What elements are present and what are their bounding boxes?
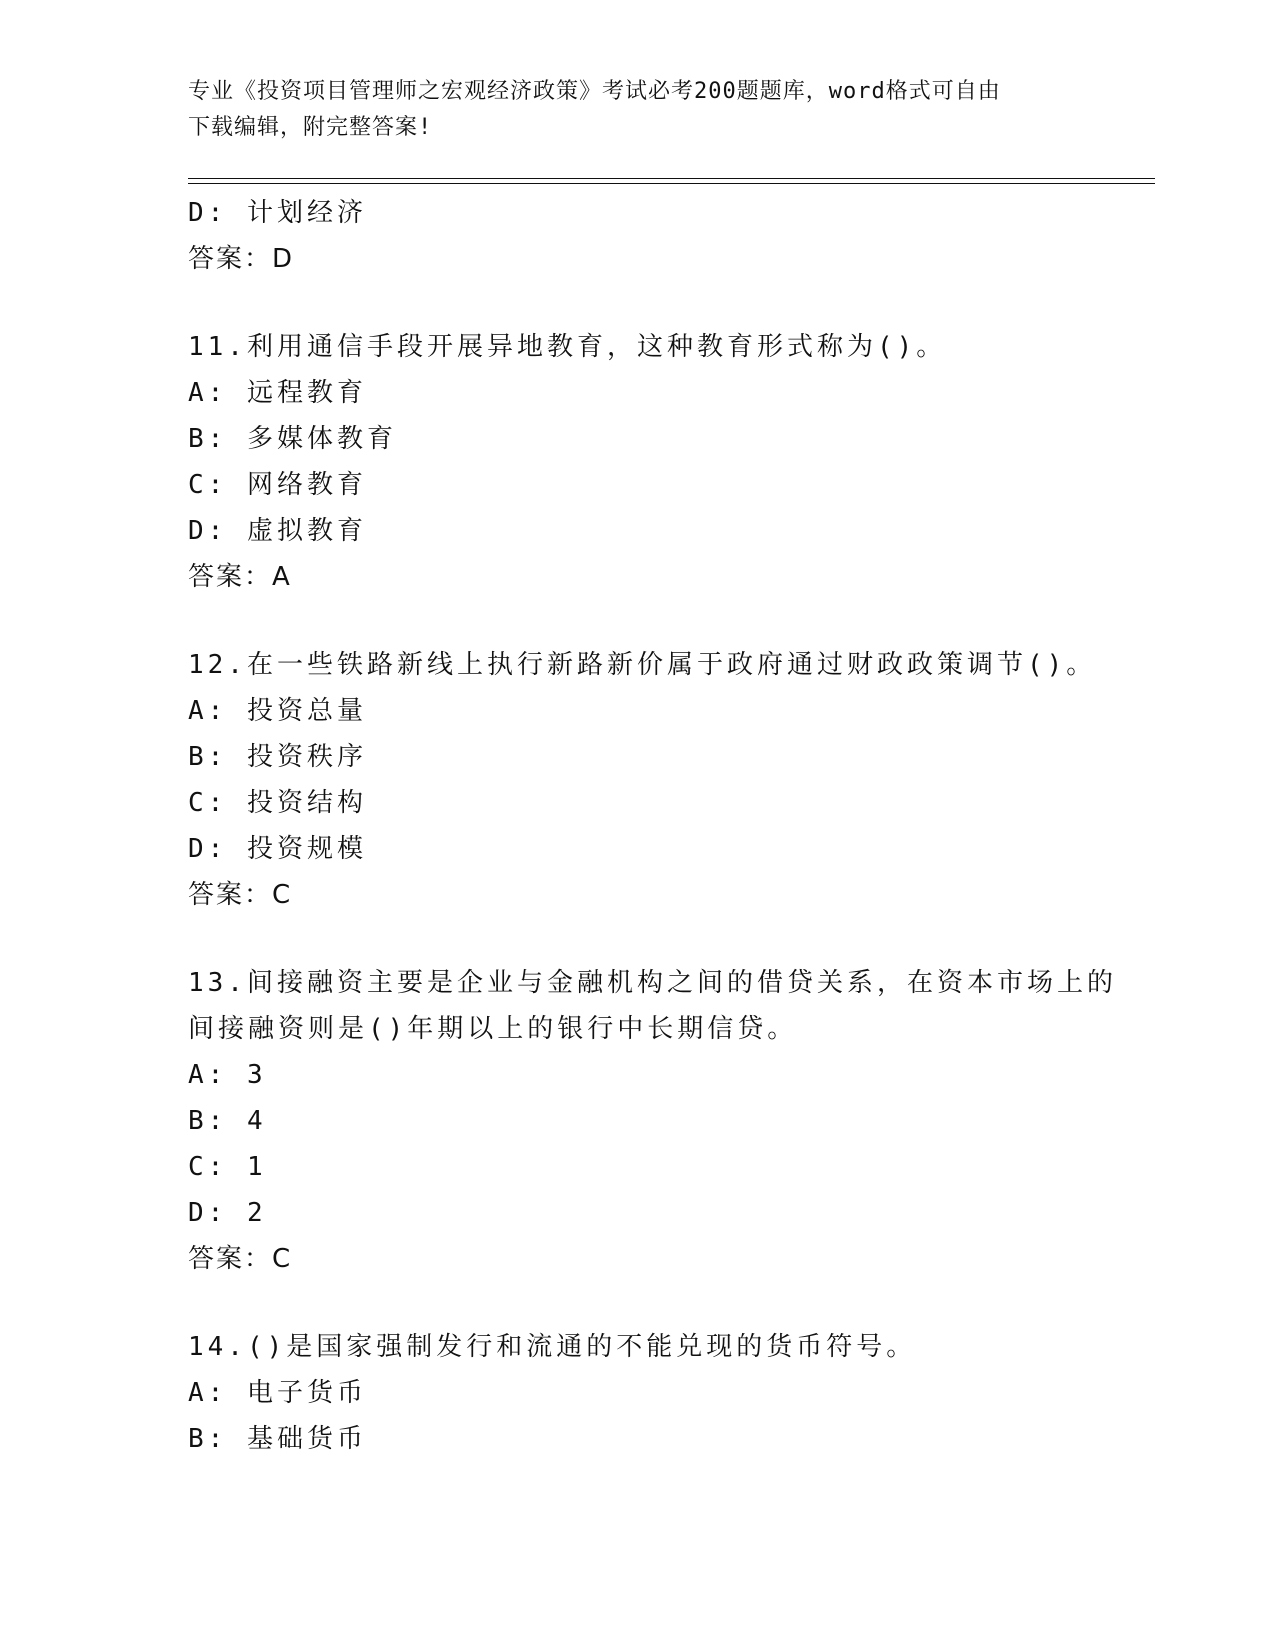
- option-a: A: 3: [188, 1060, 267, 1090]
- question-list: [188, 190, 1155, 1462]
- option-b: B: 基础货币: [188, 1424, 367, 1454]
- question-10-fragment: [188, 190, 1155, 282]
- answer-label: 答案：C: [188, 1244, 293, 1274]
- question-stem-line-1: 13.间接融资主要是企业与金融机构之间的借贷关系，在资本市场上的: [188, 968, 1117, 998]
- answer-label: 答案：C: [188, 880, 293, 910]
- option-c: C: 1: [188, 1152, 267, 1182]
- question-11: [188, 324, 1155, 600]
- option-c: C: 投资结构: [188, 788, 367, 818]
- option-d: D: 投资规模: [188, 834, 367, 864]
- question-stem-line-2: 间接融资则是()年期以上的银行中长期信贷。: [188, 1014, 798, 1044]
- header-divider-top: [188, 178, 1155, 179]
- header-line-2: 下载编辑，附完整答案!: [188, 115, 433, 140]
- option-a: A: 投资总量: [188, 696, 367, 726]
- header-divider-bottom: [188, 183, 1155, 184]
- option-b: B: 多媒体教育: [188, 424, 397, 454]
- question-13: [188, 960, 1155, 1282]
- answer-label: 答案：A: [188, 562, 292, 592]
- option-d: D: 计划经济: [188, 198, 367, 228]
- question-stem: 11.利用通信手段开展异地教育，这种教育形式称为()。: [188, 332, 947, 362]
- option-a: A: 远程教育: [188, 378, 367, 408]
- option-b: B: 4: [188, 1106, 267, 1136]
- question-stem: 12.在一些铁路新线上执行新路新价属于政府通过财政政策调节()。: [188, 650, 1097, 680]
- option-a: A: 电子货币: [188, 1378, 367, 1408]
- answer-label: 答案：D: [188, 244, 295, 274]
- option-d: D: 虚拟教育: [188, 516, 367, 546]
- option-c: C: 网络教育: [188, 470, 367, 500]
- question-14: [188, 1324, 1155, 1462]
- option-d: D: 2: [188, 1198, 267, 1228]
- header-line-1: 专业《投资项目管理师之宏观经济政策》考试必考200题题库，word格式可自由: [188, 79, 1001, 104]
- question-stem: 14.()是国家强制发行和流通的不能兑现的货币符号。: [188, 1332, 917, 1362]
- question-12: [188, 642, 1155, 918]
- option-b: B: 投资秩序: [188, 742, 367, 772]
- document-header: [188, 74, 1088, 146]
